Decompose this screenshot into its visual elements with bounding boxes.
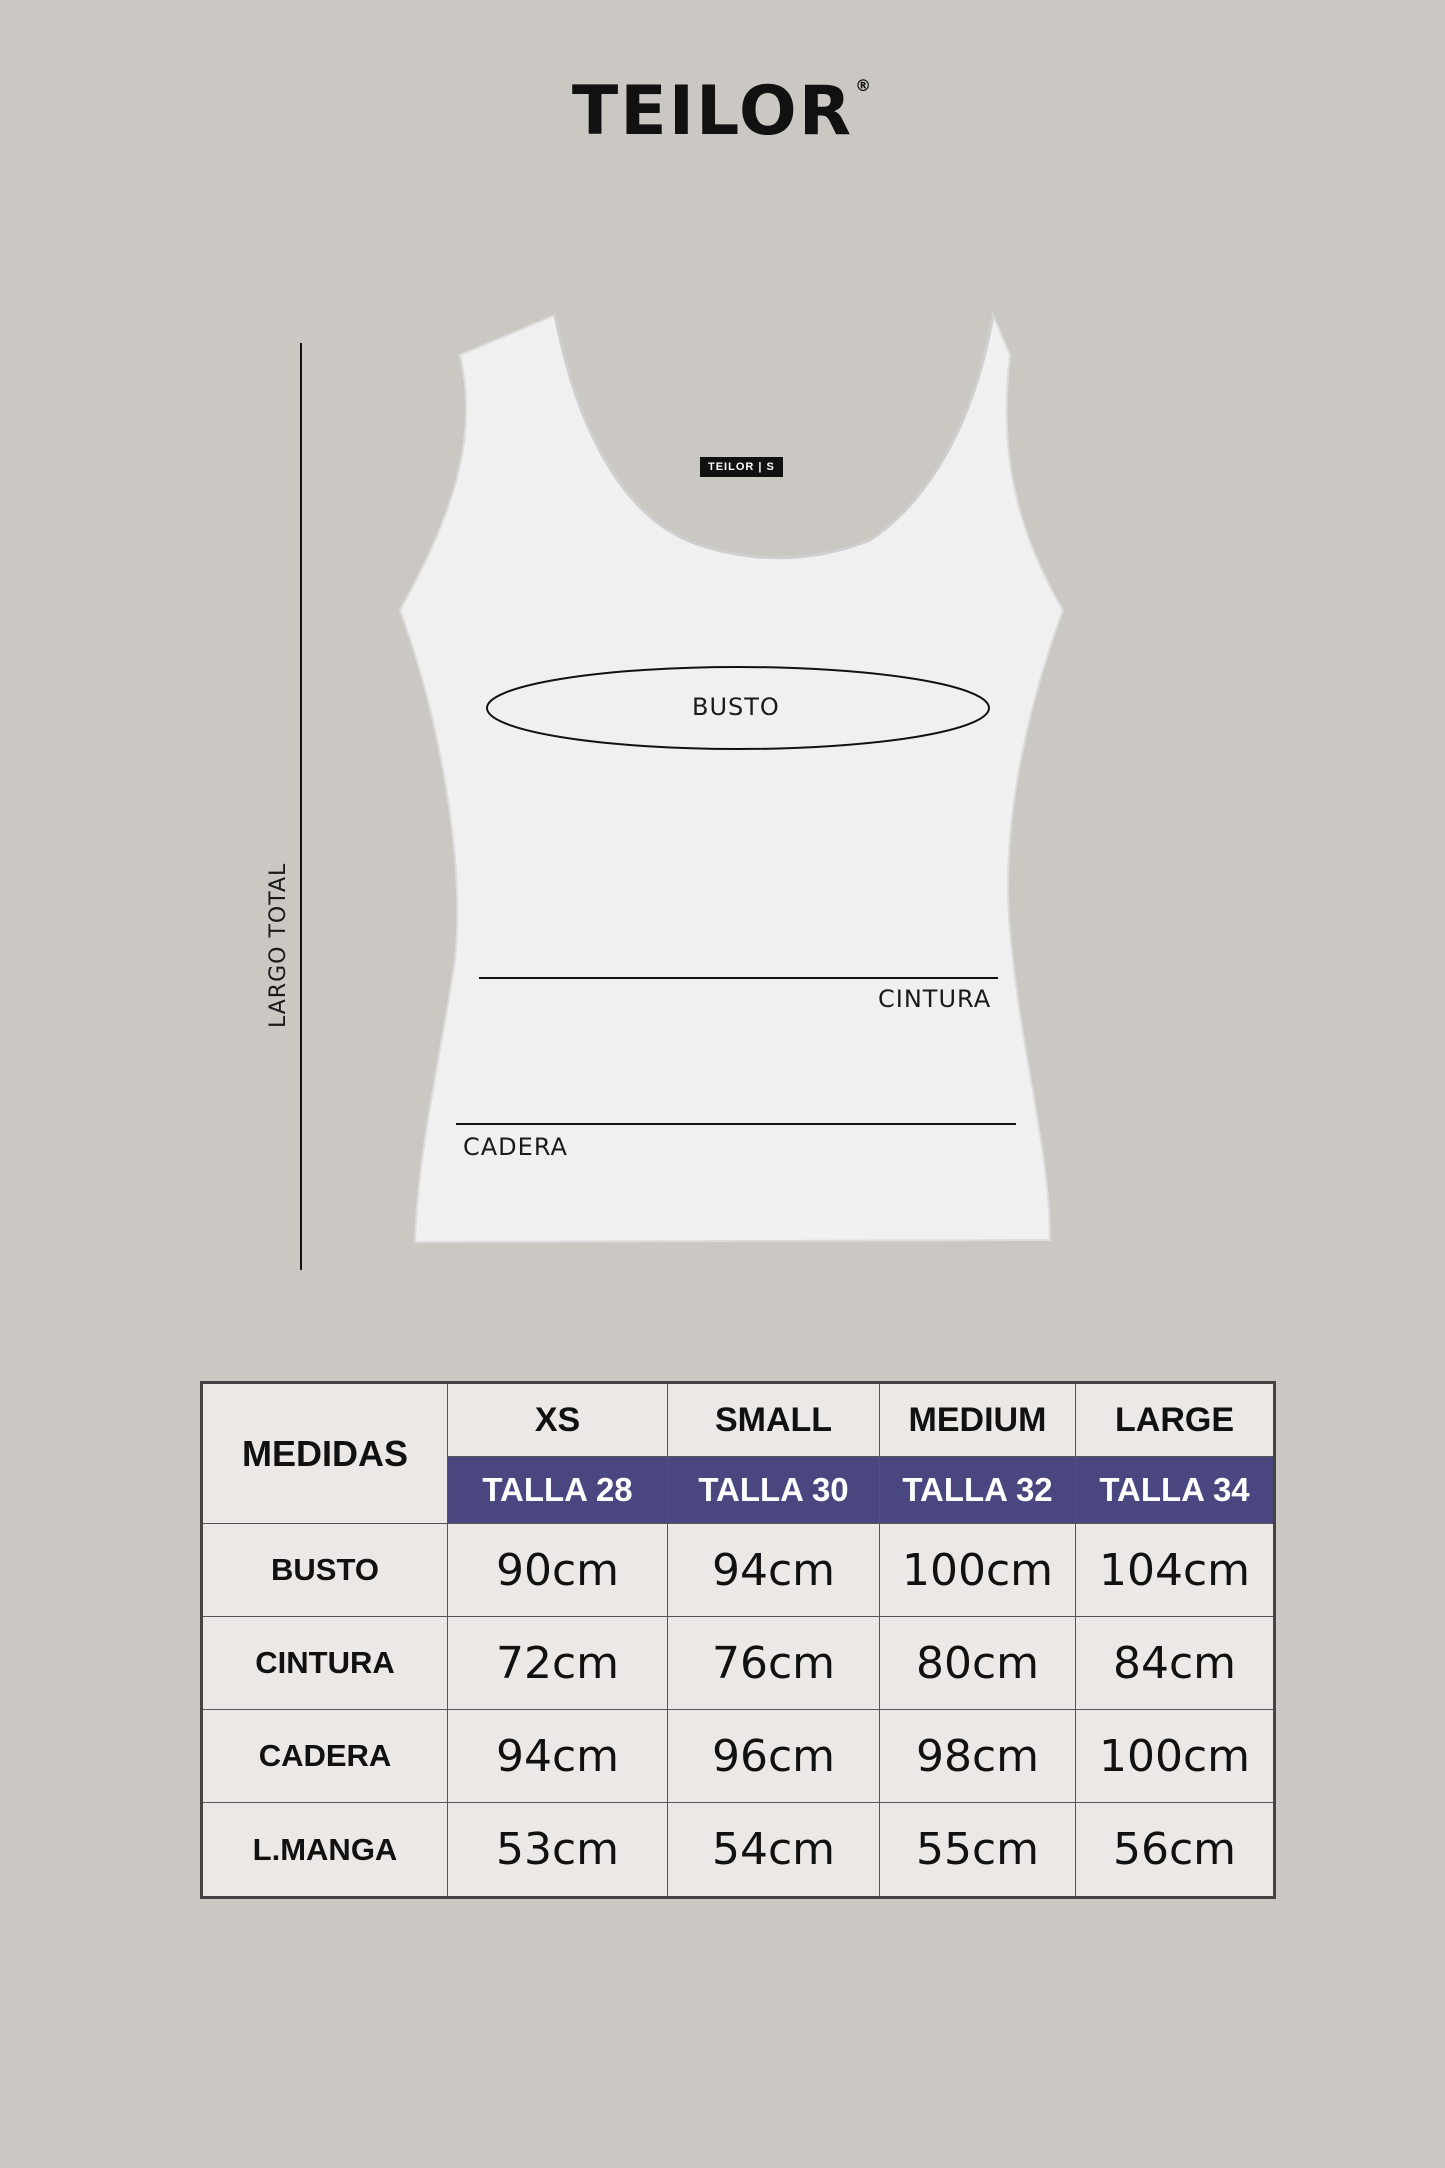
table-cell: 100cm <box>1076 1710 1275 1803</box>
table-cell: 72cm <box>448 1617 668 1710</box>
table-cell: 56cm <box>1076 1803 1275 1898</box>
table-cell: 94cm <box>448 1710 668 1803</box>
table-cell: 80cm <box>880 1617 1076 1710</box>
table-row-busto <box>202 1524 1275 1617</box>
size-header-row <box>202 1383 1275 1457</box>
table-cell: 84cm <box>1076 1617 1275 1710</box>
hip-label: CADERA <box>463 1133 568 1161</box>
size-header-small: SMALL <box>668 1383 880 1457</box>
talla-header-34: TALLA 34 <box>1076 1457 1275 1524</box>
table-cell: 90cm <box>448 1524 668 1617</box>
table-row-lmanga <box>202 1803 1275 1898</box>
size-header-xs: XS <box>448 1383 668 1457</box>
table-cell: 98cm <box>880 1710 1076 1803</box>
tank-top-shape <box>400 315 1063 1242</box>
talla-header-28: TALLA 28 <box>448 1457 668 1524</box>
brand-logo-text: TEILOR <box>571 72 854 151</box>
neck-tag: TEILOR | S <box>700 457 783 477</box>
table-cell: 55cm <box>880 1803 1076 1898</box>
talla-header-30: TALLA 30 <box>668 1457 880 1524</box>
row-label-lmanga: L.MANGA <box>202 1803 448 1898</box>
size-header-medium: MEDIUM <box>880 1383 1076 1457</box>
table-row-cadera <box>202 1710 1275 1803</box>
row-label-busto: BUSTO <box>202 1524 448 1617</box>
bust-label: BUSTO <box>692 693 780 721</box>
size-header-large: LARGE <box>1076 1383 1275 1457</box>
table-cell: 100cm <box>880 1524 1076 1617</box>
row-label-cadera: CADERA <box>202 1710 448 1803</box>
medidas-header: MEDIDAS <box>202 1383 448 1524</box>
table-cell: 54cm <box>668 1803 880 1898</box>
row-label-cintura: CINTURA <box>202 1617 448 1710</box>
talla-header-32: TALLA 32 <box>880 1457 1076 1524</box>
table-cell: 104cm <box>1076 1524 1275 1617</box>
size-chart-table <box>200 1381 1276 1899</box>
table-row-cintura <box>202 1617 1275 1710</box>
table-cell: 94cm <box>668 1524 880 1617</box>
waist-label: CINTURA <box>878 985 992 1013</box>
table-cell: 76cm <box>668 1617 880 1710</box>
table-cell: 53cm <box>448 1803 668 1898</box>
table-cell: 96cm <box>668 1710 880 1803</box>
registered-mark: ® <box>855 76 874 95</box>
total-length-label: LARGO TOTAL <box>266 862 291 1028</box>
